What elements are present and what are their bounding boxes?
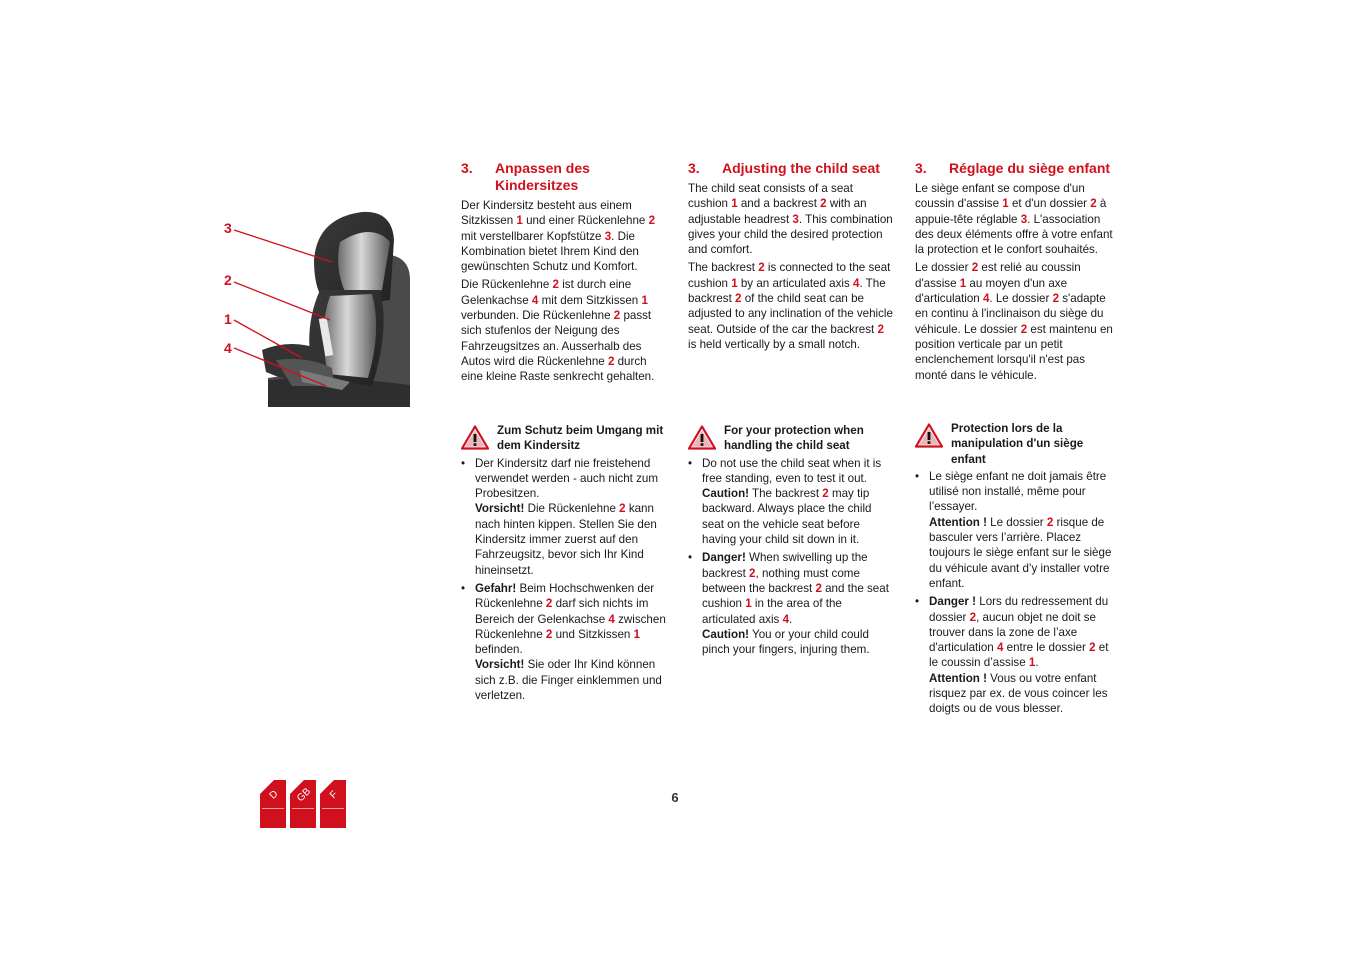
list-item: • Danger! When swivelling up the backrest 2, nothing must come between the backrest 2 and the seat cushion 1 in the area of the articulated axis 4. Caution! You or your child could pinch your fingers, injuring them. bbox=[688, 550, 893, 657]
warning-fr bbox=[915, 421, 1120, 720]
warning-title: Protection lors de la manipulation d'un siège enfant bbox=[951, 422, 1084, 466]
warning-triangle-icon bbox=[688, 425, 716, 450]
callout-2: 2 bbox=[224, 272, 232, 288]
callout-3: 3 bbox=[224, 220, 232, 236]
list-item: • Danger ! Lors du redressement du dossier 2, aucun objet ne doit se trouver dans la zone de l’axe d'articulation 4 entre le dossier 2 et le coussin d’assise 1. Attention ! Vous ou votre enfant risquez par ex. de vous coincer les doigts ou de vous blesser. bbox=[915, 594, 1120, 716]
section-number: 3. bbox=[915, 160, 927, 176]
paragraph-1: Der Kindersitz besteht aus einem Sitzkissen 1 und einer Rückenlehne 2 mit verstellbarer Kopfstütze 3. Die Kombination bietet Ihrem Kind den gewünschten Schutz und Komfort. bbox=[461, 199, 656, 274]
section-de bbox=[461, 160, 666, 388]
warning-list bbox=[461, 456, 666, 704]
language-tab-de[interactable] bbox=[260, 780, 286, 828]
warning-title: Zum Schutz beim Umgang mit dem Kindersitz bbox=[497, 424, 664, 453]
list-item: • Le siège enfant ne doit jamais être utilisé non installé, même pour l’essayer. Attention ! Le dossier 2 risque de basculer vers l’arrière. Placez toujours le siège enfant sur le siège du véhicule avant d’y installer votre enfant. bbox=[915, 469, 1120, 591]
section-title: Anpassen des Kindersitzes bbox=[495, 160, 590, 193]
section-heading-de bbox=[461, 160, 666, 194]
language-tab-label: GB bbox=[295, 786, 314, 805]
paragraph-2: Die Rückenlehne 2 ist durch eine Gelenkachse 4 mit dem Sitzkissen 1 verbunden. Die Rückenlehne 2 passt sich stufenlos der Neigung des Fahrzeugsitzes an. Ausserhalb des Autos wird die Rückenlehne 2 durch eine kleine Raste senkrecht gehalten. bbox=[461, 278, 655, 384]
paragraph-2: Le dossier 2 est relié au coussin d'assise 1 au moyen d'un axe d'articulation 4. Le dossier 2 s'adapte en continu à l'inclinaison du siège du véhicule. Le dossier 2 est maintenu en position verticale par un petit enclenchement lorsqu'il n'est pas monté dans le véhicule. bbox=[915, 261, 1113, 382]
callout-1: 1 bbox=[224, 311, 232, 327]
language-tab-f[interactable] bbox=[320, 780, 346, 828]
list-item: • Do not use the child seat when it is free standing, even to test it out. Caution! The backrest 2 may tip backward. Always place the child seat on the vehicle seat before having your child sit down in it. bbox=[688, 456, 893, 548]
language-tab-gb[interactable] bbox=[290, 780, 316, 828]
paragraph-2: The backrest 2 is connected to the seat cushion 1 by an articulated axis 4. The backrest 2 of the child seat can be adjusted to any inclination of the vehicle seat. Outside of the car the backrest 2 is held vertically by a small notch. bbox=[688, 261, 893, 351]
section-number: 3. bbox=[688, 160, 700, 176]
callout-lines bbox=[222, 210, 412, 410]
callout-4: 4 bbox=[224, 340, 232, 356]
section-number: 3. bbox=[461, 160, 473, 176]
section-en bbox=[688, 160, 893, 355]
warning-en bbox=[688, 423, 893, 660]
page-number: 6 bbox=[671, 790, 679, 805]
list-item: • Der Kindersitz darf nie freistehend verwendet werden - auch nicht zum Probesitzen. Vorsicht! Die Rückenlehne 2 kann nach hinten kippen. Stellen Sie den Kindersitz immer zuerst auf den Fahrzeugsitz, bevor sich Ihr Kind hineinsetzt. bbox=[461, 456, 666, 578]
section-heading-en bbox=[688, 160, 893, 177]
language-tab-label: D bbox=[267, 788, 281, 802]
warning-list bbox=[688, 456, 893, 658]
warning-triangle-icon bbox=[461, 425, 489, 450]
warning-triangle-icon bbox=[915, 423, 943, 448]
paragraph-1: Le siège enfant se compose d'un coussin d'assise 1 et d'un dossier 2 à appuie-tête réglable 3. L'association des deux éléments offre à votre enfant la protection et le confort souhaités. bbox=[915, 182, 1113, 257]
section-fr bbox=[915, 160, 1120, 386]
language-tab-label: F bbox=[328, 789, 341, 802]
section-title: Réglage du siège enfant bbox=[949, 160, 1111, 176]
paragraph-1: The child seat consists of a seat cushion 1 and a backrest 2 with an adjustable headrest 3. This combination gives your child the desired protection and comfort. bbox=[688, 182, 893, 257]
warning-de bbox=[461, 423, 666, 706]
child-seat-illustration bbox=[222, 210, 412, 410]
warning-list bbox=[915, 469, 1120, 717]
section-title: Adjusting the child seat bbox=[722, 160, 880, 176]
section-heading-fr bbox=[915, 160, 1120, 177]
warning-title: For your protection when handling the child seat bbox=[724, 424, 864, 453]
list-item: • Gefahr! Beim Hochschwenken der Rückenlehne 2 darf sich nichts im Bereich der Gelenkachse 4 zwischen Rückenlehne 2 und Sitzkissen 1 befinden. Vorsicht! Sie oder Ihr Kind können sich z.B. die Finger einklemmen und verletzen. bbox=[461, 581, 666, 703]
